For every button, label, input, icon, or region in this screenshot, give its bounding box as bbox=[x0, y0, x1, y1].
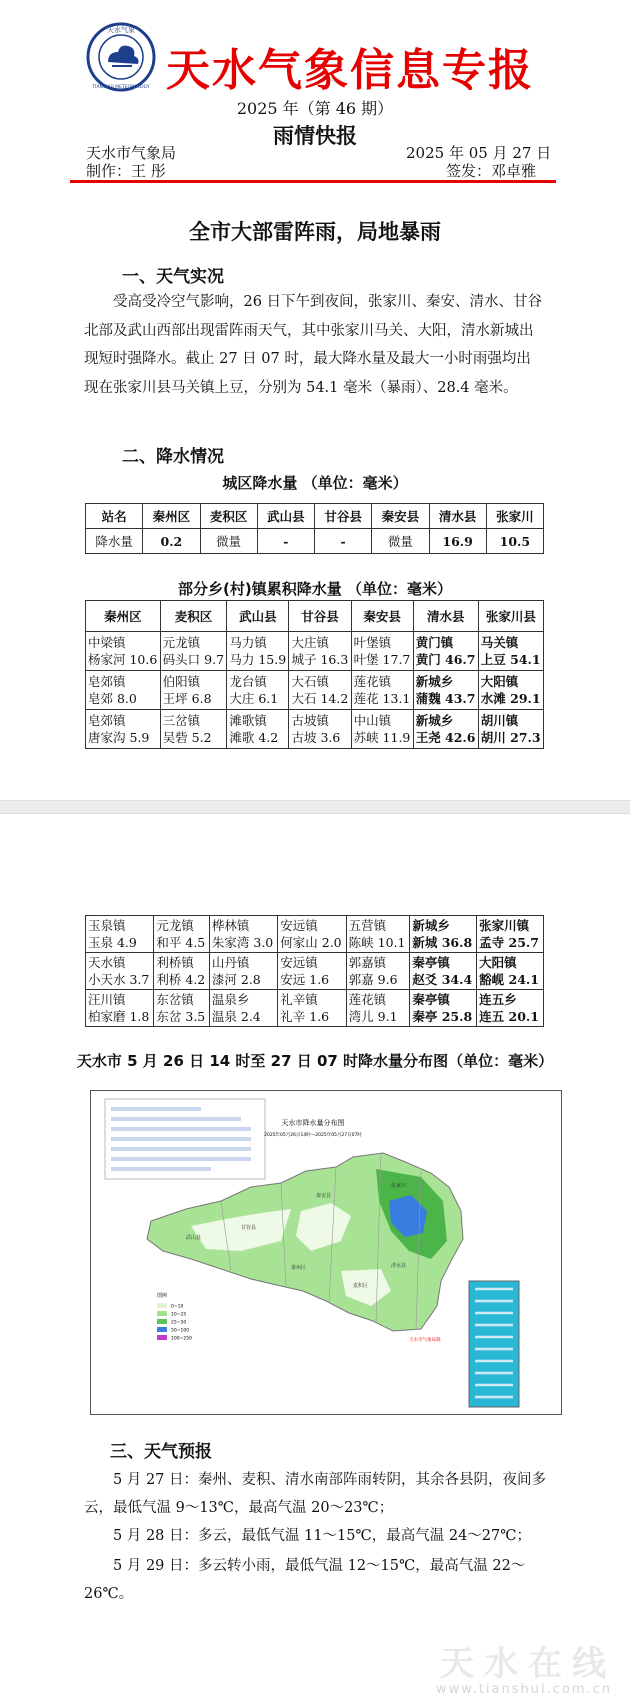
town-header-cell: 甘谷县 bbox=[289, 601, 351, 632]
town-name: 大石镇 bbox=[291, 674, 329, 689]
town-cell bbox=[351, 632, 413, 671]
town-name: 秦亭镇 bbox=[412, 955, 450, 970]
legend-label: 0~10 bbox=[171, 1304, 184, 1310]
town-cell bbox=[346, 916, 410, 953]
town-cell bbox=[86, 671, 161, 710]
town-name: 莲花镇 bbox=[353, 674, 392, 689]
county-label: 甘谷县 bbox=[241, 1225, 257, 1231]
city-header-cell: 张家川 bbox=[486, 504, 543, 529]
section3-heading: 三、天气预报 bbox=[110, 1442, 212, 1462]
section1-heading: 一、天气实况 bbox=[122, 267, 224, 287]
station-value: 和平 4.5 bbox=[156, 935, 206, 950]
town-name: 中山镇 bbox=[353, 713, 392, 728]
station-value: 东岔 3.5 bbox=[156, 1009, 206, 1024]
page-break bbox=[0, 800, 630, 814]
station-value: 漆河 2.8 bbox=[211, 972, 261, 987]
city-value-cell: 微量 bbox=[372, 529, 429, 554]
station-value: 利桥 4.2 bbox=[156, 972, 206, 987]
town-cell bbox=[160, 632, 227, 671]
town-name: 新城乡 bbox=[412, 918, 450, 933]
watermark-site: www.tianshui.com.cn bbox=[435, 1682, 612, 1697]
rainfall-distribution-map bbox=[90, 1090, 562, 1415]
town-cell bbox=[86, 953, 154, 990]
town-cell bbox=[86, 916, 154, 953]
town-name: 伯阳镇 bbox=[162, 674, 201, 689]
legend-label: 25~50 bbox=[171, 1320, 187, 1326]
station-value: 陈峡 10.1 bbox=[348, 935, 406, 950]
station-value: 大庄 6.1 bbox=[229, 691, 279, 706]
header-divider bbox=[70, 180, 556, 183]
town-header-cell: 张家川县 bbox=[478, 601, 543, 632]
station-value: 王坪 6.8 bbox=[162, 691, 212, 706]
town-name: 古坡镇 bbox=[291, 713, 329, 728]
town-cell bbox=[154, 916, 210, 953]
station-value: 苏峡 11.9 bbox=[353, 730, 411, 745]
town-name: 连五乡 bbox=[479, 992, 517, 1007]
watermark-logo: 天水在线 bbox=[440, 1644, 616, 1684]
town-cell bbox=[346, 990, 410, 1027]
town-rain-table-page2 bbox=[85, 915, 544, 1027]
town-cell bbox=[160, 710, 227, 749]
map-source: 天水市气象局制 bbox=[409, 1338, 441, 1343]
station-value: 赵爻 34.4 bbox=[412, 972, 473, 987]
station-value: 叶堡 17.7 bbox=[353, 652, 411, 667]
town-cell bbox=[227, 632, 289, 671]
report-date: 2025 年 05 月 27 日 bbox=[406, 144, 552, 162]
town-rain-table-page1 bbox=[85, 600, 544, 749]
logo-text: 天水气象 bbox=[107, 26, 135, 34]
town-row bbox=[86, 990, 544, 1027]
forecast-day3: 5 月 29 日：多云转小雨，最低气温 12～15℃，最高气温 22～26℃。 bbox=[84, 1558, 526, 1602]
city-header-cell: 甘谷县 bbox=[315, 504, 372, 529]
station-value: 玉泉 4.9 bbox=[88, 935, 137, 950]
town-name: 秦亭镇 bbox=[412, 992, 450, 1007]
legend-swatch bbox=[157, 1335, 167, 1340]
town-cell bbox=[351, 671, 413, 710]
town-cell bbox=[477, 953, 544, 990]
town-caption: 部分乡(村)镇累积降水量 （单位：毫米） bbox=[178, 580, 452, 598]
forecast-day2: 5 月 28 日：多云，最低气温 11～15℃，最高气温 24～27℃； bbox=[113, 1528, 531, 1544]
city-value-cell: 10.5 bbox=[486, 529, 543, 554]
station-value: 豁岘 24.1 bbox=[479, 972, 539, 987]
legend-swatch bbox=[157, 1327, 167, 1332]
town-name: 马关镇 bbox=[480, 635, 519, 650]
town-cell bbox=[478, 671, 543, 710]
town-cell bbox=[410, 990, 477, 1027]
town-cell bbox=[413, 710, 478, 749]
maker: 制作：王 彤 bbox=[86, 162, 166, 180]
town-name: 滩歌镇 bbox=[229, 713, 267, 728]
town-cell bbox=[413, 632, 478, 671]
meteorology-logo-icon bbox=[86, 22, 156, 92]
town-name: 皂郊镇 bbox=[88, 674, 126, 689]
legend-swatch bbox=[157, 1303, 167, 1308]
town-name: 胡川镇 bbox=[480, 713, 519, 728]
town-name: 叶堡镇 bbox=[353, 635, 392, 650]
city-header-cell: 秦安县 bbox=[372, 504, 429, 529]
town-header-cell: 清水县 bbox=[413, 601, 478, 632]
station-value: 安远 1.6 bbox=[280, 972, 330, 987]
logo-ring-text: TIANSHUI METEOROLOGY bbox=[92, 85, 150, 90]
town-cell bbox=[477, 990, 544, 1027]
city-value-cell: 0.2 bbox=[143, 529, 200, 554]
station-value: 湾儿 9.1 bbox=[348, 1009, 398, 1024]
town-name: 马力镇 bbox=[229, 635, 267, 650]
station-value: 胡川 27.3 bbox=[480, 730, 541, 745]
county-label: 张家川 bbox=[391, 1183, 407, 1189]
legend-swatch bbox=[157, 1319, 167, 1324]
city-value-cell: 16.9 bbox=[429, 529, 486, 554]
town-cell bbox=[209, 990, 277, 1027]
town-name: 天水镇 bbox=[88, 955, 126, 970]
station-value: 滩歌 4.2 bbox=[229, 730, 279, 745]
map-caption: 天水市 5 月 26 日 14 时至 27 日 07 时降水量分布图（单位：毫米） bbox=[76, 1052, 554, 1070]
report-title: 天水气象信息专报 bbox=[166, 45, 534, 96]
town-cell bbox=[478, 632, 543, 671]
town-cell bbox=[278, 990, 346, 1027]
town-row bbox=[86, 916, 544, 953]
town-cell bbox=[154, 953, 210, 990]
map-title: 天水市降水量分布图 bbox=[281, 1119, 345, 1127]
station-value: 秦亭 25.8 bbox=[412, 1009, 473, 1024]
station-value: 唐家沟 5.9 bbox=[88, 730, 150, 745]
town-cell bbox=[410, 916, 477, 953]
county-label: 麦积区 bbox=[353, 1283, 369, 1289]
station-value: 杨家河 10.6 bbox=[88, 652, 158, 667]
town-cell bbox=[346, 953, 410, 990]
town-cell bbox=[160, 671, 227, 710]
station-value: 朱家湾 3.0 bbox=[211, 935, 274, 950]
station-value: 礼辛 1.6 bbox=[280, 1009, 330, 1024]
town-cell bbox=[289, 710, 351, 749]
town-name: 山丹镇 bbox=[211, 955, 250, 970]
city-header-cell: 清水县 bbox=[429, 504, 486, 529]
county-label: 秦安县 bbox=[316, 1193, 332, 1199]
town-header-cell: 武山县 bbox=[227, 601, 289, 632]
station-value: 上豆 54.1 bbox=[480, 652, 541, 667]
town-cell bbox=[410, 953, 477, 990]
city-value-row bbox=[86, 529, 544, 554]
report-subtitle: 雨情快报 bbox=[273, 124, 357, 148]
station-value: 水滩 29.1 bbox=[480, 691, 541, 706]
town-name: 张家川镇 bbox=[479, 918, 530, 933]
town-name: 大阳镇 bbox=[479, 955, 517, 970]
town-header-cell: 秦安县 bbox=[351, 601, 413, 632]
forecast-day1: 5 月 27 日：秦州、麦积、清水南部阵雨转阴，其余各县阴，夜间多云，最低气温 9～13℃，最高气温 20～23℃； bbox=[84, 1472, 547, 1516]
city-header-cell: 秦州区 bbox=[143, 504, 200, 529]
city-header-cell: 武山县 bbox=[257, 504, 314, 529]
town-header-cell: 麦积区 bbox=[160, 601, 227, 632]
station-value: 小天水 3.7 bbox=[88, 972, 150, 987]
town-cell bbox=[278, 916, 346, 953]
town-name: 大庄镇 bbox=[291, 635, 329, 650]
town-row bbox=[86, 632, 544, 671]
city-rain-table bbox=[85, 503, 544, 554]
town-name: 黄门镇 bbox=[415, 635, 454, 650]
station-value: 大石 14.2 bbox=[291, 691, 349, 706]
town-cell bbox=[86, 990, 154, 1027]
town-cell bbox=[289, 671, 351, 710]
station-value: 吴砦 5.2 bbox=[162, 730, 212, 745]
town-cell bbox=[209, 953, 277, 990]
town-name: 礼辛镇 bbox=[280, 992, 318, 1007]
legend-swatch bbox=[157, 1311, 167, 1316]
city-header-cell: 站名 bbox=[86, 504, 143, 529]
town-cell bbox=[478, 710, 543, 749]
station-value: 城子 16.3 bbox=[291, 652, 349, 667]
station-value: 皂郊 8.0 bbox=[88, 691, 137, 706]
town-name: 新城乡 bbox=[415, 674, 454, 689]
county-label: 秦州区 bbox=[291, 1265, 307, 1271]
legend-label: 50~100 bbox=[171, 1328, 190, 1334]
town-name: 东岔镇 bbox=[156, 992, 194, 1007]
town-name: 桦林镇 bbox=[211, 918, 250, 933]
city-header-cell: 麦积区 bbox=[200, 504, 257, 529]
town-cell bbox=[227, 671, 289, 710]
signer: 签发：邓卓雅 bbox=[446, 162, 537, 180]
org-name: 天水市气象局 bbox=[86, 144, 177, 162]
station-value: 郭嘉 9.6 bbox=[348, 972, 398, 987]
town-name: 大阳镇 bbox=[480, 674, 519, 689]
town-row bbox=[86, 671, 544, 710]
town-name: 元龙镇 bbox=[162, 635, 201, 650]
station-value: 马力 15.9 bbox=[229, 652, 287, 667]
town-row bbox=[86, 710, 544, 749]
town-name: 五营镇 bbox=[348, 918, 387, 933]
town-name: 安远镇 bbox=[280, 918, 318, 933]
station-value: 新城 36.8 bbox=[412, 935, 473, 950]
town-name: 中梁镇 bbox=[88, 635, 126, 650]
city-value-cell: 降水量 bbox=[86, 529, 143, 554]
station-value: 码头口 9.7 bbox=[162, 652, 225, 667]
section1-text: 受高受冷空气影响，26 日下午到夜间，张家川、秦安、清水、甘谷北部及武山西部出现雷阵雨天气，其中张家川马关、大阳，清水新城出现短时强降水。截止 27 日 07 时，最大降水量及最大一小时雨强均出现在张家川县马关镇上豆，分别为 54.1 毫米（暴雨）、28.4 毫米。 bbox=[84, 294, 543, 396]
legend-title: 图例 bbox=[157, 1293, 168, 1299]
town-name: 温泉乡 bbox=[211, 992, 250, 1007]
town-name: 玉泉镇 bbox=[88, 918, 126, 933]
town-cell bbox=[154, 990, 210, 1027]
station-value: 何家山 2.0 bbox=[280, 935, 342, 950]
town-header-row bbox=[86, 601, 544, 632]
town-name: 安远镇 bbox=[280, 955, 318, 970]
legend-label: 100~250 bbox=[171, 1336, 192, 1342]
city-header-row bbox=[86, 504, 544, 529]
station-value: 温泉 2.4 bbox=[211, 1009, 261, 1024]
town-row bbox=[86, 953, 544, 990]
station-value: 王尧 42.6 bbox=[415, 730, 476, 745]
town-name: 郭嘉镇 bbox=[348, 955, 387, 970]
station-value: 柏家磨 1.8 bbox=[88, 1009, 150, 1024]
city-value-cell: - bbox=[257, 529, 314, 554]
town-name: 皂郊镇 bbox=[88, 713, 126, 728]
town-cell bbox=[278, 953, 346, 990]
town-cell bbox=[86, 632, 161, 671]
map-period: 2025年05月26日14时—2025年05月27日07时 bbox=[264, 1133, 362, 1138]
town-name: 元龙镇 bbox=[156, 918, 194, 933]
town-name: 新城乡 bbox=[415, 713, 454, 728]
city-value-cell: 微量 bbox=[200, 529, 257, 554]
town-cell bbox=[227, 710, 289, 749]
town-cell bbox=[209, 916, 277, 953]
town-name: 利桥镇 bbox=[156, 955, 194, 970]
station-value: 孟寺 25.7 bbox=[479, 935, 539, 950]
town-cell bbox=[86, 710, 161, 749]
city-caption: 城区降水量 （单位：毫米） bbox=[222, 474, 408, 492]
city-value-cell: - bbox=[315, 529, 372, 554]
county-label: 武山县 bbox=[186, 1235, 202, 1241]
town-name: 汪川镇 bbox=[88, 992, 126, 1007]
town-cell bbox=[413, 671, 478, 710]
station-value: 黄门 46.7 bbox=[415, 652, 476, 667]
issue-number: 2025 年（第 46 期） bbox=[236, 99, 394, 118]
town-cell bbox=[351, 710, 413, 749]
town-cell bbox=[477, 916, 544, 953]
section2-heading: 二、降水情况 bbox=[122, 447, 224, 467]
station-value: 莲花 13.1 bbox=[353, 691, 411, 706]
station-value: 蒲魏 43.7 bbox=[415, 691, 476, 706]
map-info-panel bbox=[105, 1099, 265, 1179]
town-name: 三岔镇 bbox=[162, 713, 201, 728]
county-label: 清水县 bbox=[391, 1263, 407, 1269]
town-name: 龙台镇 bbox=[229, 674, 267, 689]
headline: 全市大部雷阵雨，局地暴雨 bbox=[189, 219, 441, 244]
station-value: 连五 20.1 bbox=[479, 1009, 539, 1024]
town-header-cell: 秦州区 bbox=[86, 601, 161, 632]
legend-label: 10~25 bbox=[171, 1312, 187, 1318]
town-name: 莲花镇 bbox=[348, 992, 387, 1007]
station-value: 古坡 3.6 bbox=[291, 730, 341, 745]
town-cell bbox=[289, 632, 351, 671]
map-station-panel bbox=[469, 1281, 519, 1407]
